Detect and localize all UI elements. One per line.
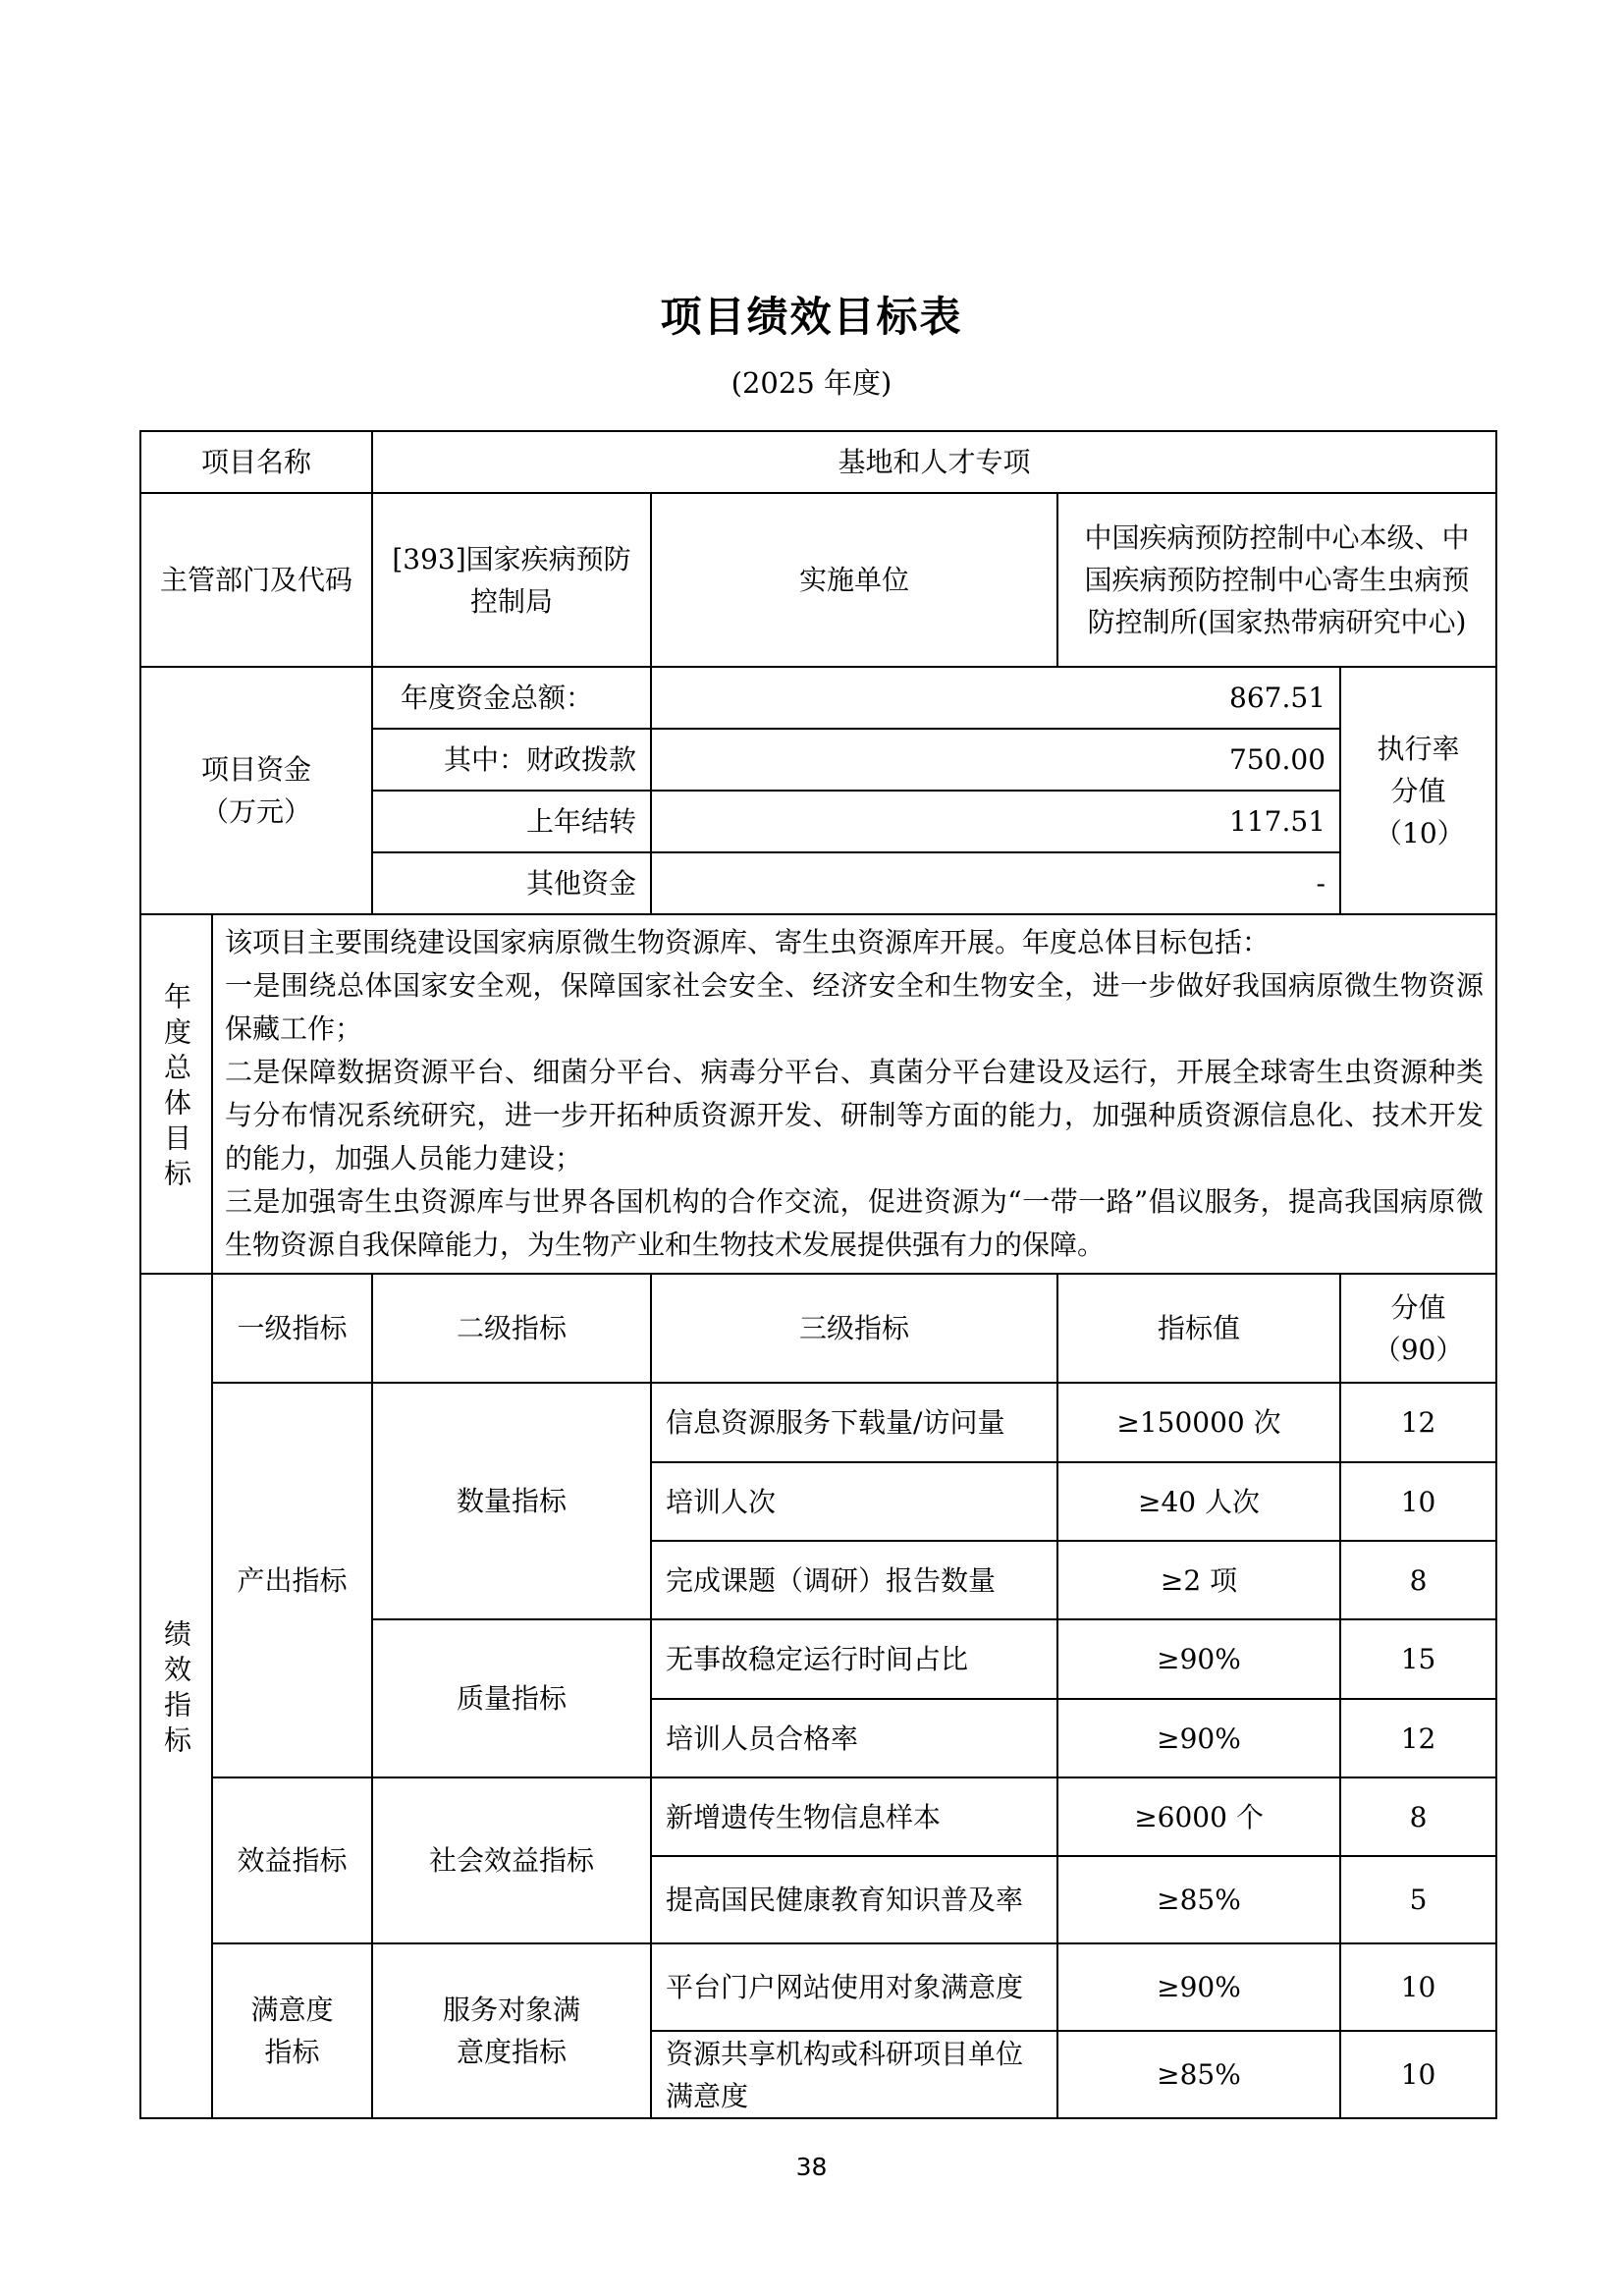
indicator-score: 8 xyxy=(1340,1541,1496,1619)
goal-paragraph-1: 该项目主要围绕建设国家病原微生物资源库、寄生虫资源库开展。年度总体目标包括： xyxy=(225,926,1271,958)
funds-carry-value: 117.51 xyxy=(651,791,1340,852)
page-subtitle-year: (2025 年度) xyxy=(730,366,893,400)
funds-total-label: 年度资金总额： xyxy=(372,667,651,729)
funds-carry-label: 上年结转 xyxy=(372,791,651,852)
annual-goal-label-text: 年度总体目标 xyxy=(160,982,192,1194)
indicator-score: 12 xyxy=(1340,1699,1496,1777)
goal-paragraph-3: 二是保障数据资源平台、细菌分平台、病毒分平台、真菌分平台建设及运行，开展全球寄生虫资源种类与分布情况系统研究，进一步开拓种质资源开发、研制等方面的能力，加强种质资源信息化、技术开发的能力，加强人员能力建设； xyxy=(225,1056,1485,1175)
header-value: 指标值 xyxy=(1057,1274,1340,1383)
indicator-name: 资源共享机构或科研项目单位满意度 xyxy=(651,2031,1057,2118)
page-number: 38 xyxy=(795,2153,828,2181)
indicator-score: 15 xyxy=(1340,1619,1496,1699)
indicator-score: 10 xyxy=(1340,1943,1496,2031)
quality-indicator: 质量指标 xyxy=(372,1619,651,1777)
output-indicator: 产出指标 xyxy=(212,1383,372,1777)
indicator-value: ≥90% xyxy=(1057,1699,1340,1777)
funds-label: 项目资金（万元） xyxy=(140,667,372,914)
perf-indicator-label-text: 绩效指标 xyxy=(160,1619,192,1761)
indicator-value: ≥85% xyxy=(1057,2031,1340,2118)
dept-label: 主管部门及代码 xyxy=(140,493,372,667)
indicator-score: 5 xyxy=(1340,1856,1496,1943)
indicator-name: 无事故稳定运行时间占比 xyxy=(651,1619,1057,1699)
indicator-value: ≥40 人次 xyxy=(1057,1462,1340,1541)
funds-total-value: 867.51 xyxy=(651,667,1340,729)
indicator-value: ≥90% xyxy=(1057,1943,1340,2031)
exec-rate-score-label: 执行率分值（10） xyxy=(1340,667,1496,914)
indicator-name: 完成课题（调研）报告数量 xyxy=(651,1541,1057,1619)
indicator-value: ≥150000 次 xyxy=(1057,1383,1340,1462)
indicator-value: ≥2 项 xyxy=(1057,1541,1340,1619)
social-benefit-indicator: 社会效益指标 xyxy=(372,1777,651,1943)
indicator-name: 平台门户网站使用对象满意度 xyxy=(651,1943,1057,2031)
header-level2: 二级指标 xyxy=(372,1274,651,1383)
project-name-value: 基地和人才专项 xyxy=(372,431,1496,493)
indicator-score: 8 xyxy=(1340,1777,1496,1856)
funds-fiscal-label: 其中：财政拨款 xyxy=(372,729,651,791)
impl-label: 实施单位 xyxy=(651,493,1057,667)
indicator-name: 新增遗传生物信息样本 xyxy=(651,1777,1057,1856)
funds-fiscal-value: 750.00 xyxy=(651,729,1340,791)
funds-other-value: - xyxy=(651,852,1340,914)
dept-value: [393]国家疾病预防控制局 xyxy=(372,493,651,667)
annual-goal-label xyxy=(140,914,212,1274)
indicator-name: 培训人员合格率 xyxy=(651,1699,1057,1777)
service-satisfaction-indicator: 服务对象满意度指标 xyxy=(372,1943,651,2118)
project-name-label: 项目名称 xyxy=(140,431,372,493)
indicator-name: 信息资源服务下载量/访问量 xyxy=(651,1383,1057,1462)
performance-goal-table xyxy=(139,430,1497,2119)
page-title: 项目绩效目标表 xyxy=(660,293,963,341)
indicator-name: 培训人次 xyxy=(651,1462,1057,1541)
indicator-value: ≥85% xyxy=(1057,1856,1340,1943)
indicator-value: ≥90% xyxy=(1057,1619,1340,1699)
indicator-value: ≥6000 个 xyxy=(1057,1777,1340,1856)
indicator-name: 提高国民健康教育知识普及率 xyxy=(651,1856,1057,1943)
goal-paragraph-2: 一是围绕总体国家安全观，保障国家社会安全、经济安全和生物安全，进一步做好我国病原微生物资源保藏工作； xyxy=(225,969,1485,1045)
annual-goal-text xyxy=(212,914,1496,1274)
benefit-indicator: 效益指标 xyxy=(212,1777,372,1943)
header-level3: 三级指标 xyxy=(651,1274,1057,1383)
header-score: 分值（90） xyxy=(1340,1274,1496,1383)
satisfaction-indicator: 满意度指标 xyxy=(212,1943,372,2118)
goal-paragraph-4: 三是加强寄生虫资源库与世界各国机构的合作交流，促进资源为“一带一路”倡议服务，提高我国病原微生物资源自我保障能力，为生物产业和生物技术发展提供强有力的保障。 xyxy=(225,1185,1485,1261)
perf-indicator-label xyxy=(140,1274,212,2118)
indicator-score: 10 xyxy=(1340,1462,1496,1541)
funds-other-label: 其他资金 xyxy=(372,852,651,914)
header-level1: 一级指标 xyxy=(212,1274,372,1383)
indicator-score: 10 xyxy=(1340,2031,1496,2118)
indicator-score: 12 xyxy=(1340,1383,1496,1462)
impl-value: 中国疾病预防控制中心本级、中国疾病预防控制中心寄生虫病预防控制所(国家热带病研究中心) xyxy=(1057,493,1496,667)
quantity-indicator: 数量指标 xyxy=(372,1383,651,1619)
